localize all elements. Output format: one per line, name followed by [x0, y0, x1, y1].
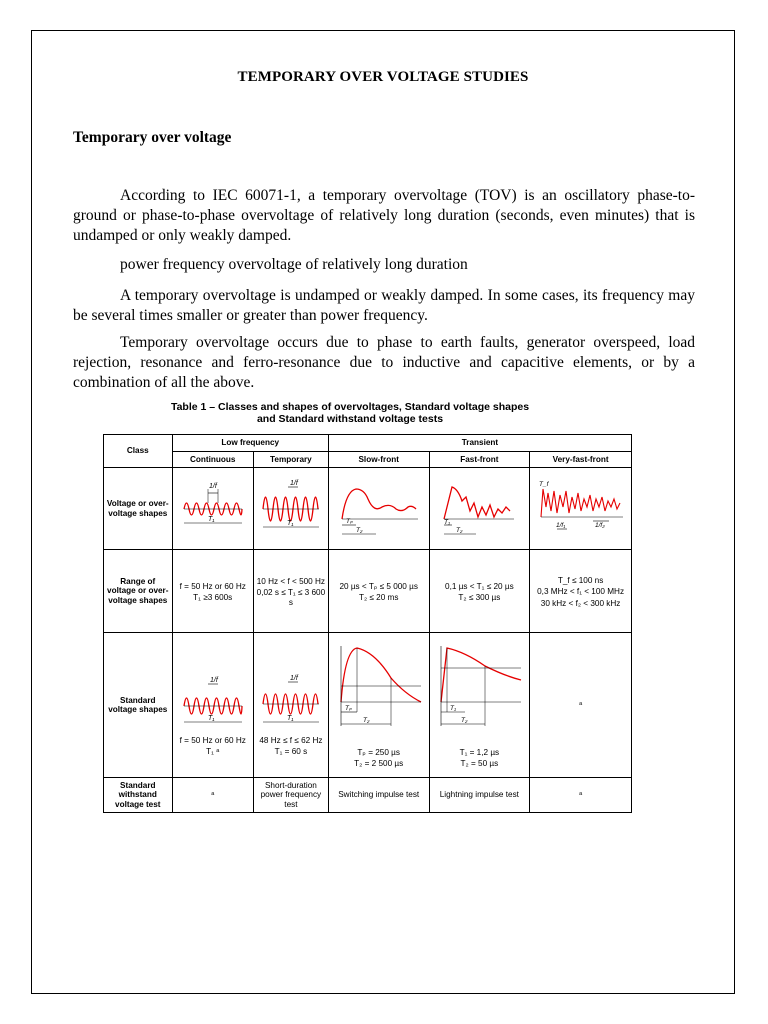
standard-temporary-cell	[253, 633, 328, 778]
shape-very-fast-front-cell	[530, 468, 632, 550]
very-fast-front-waveform	[541, 489, 620, 517]
standard-slow-front-waveform	[341, 648, 421, 702]
paragraph-power-frequency: power frequency overvoltage of relatively long duration	[120, 256, 468, 273]
continuous-t1-label: T₁	[207, 515, 215, 523]
range-continuous	[172, 550, 253, 633]
temporary-waveform-figure	[260, 477, 322, 541]
range-slow-front-line1: 20 µs < Tₚ ≤ 5 000 µs	[339, 581, 418, 591]
table-row-range	[104, 550, 632, 633]
fast-front-t2-label: T₂	[456, 526, 463, 534]
standard-slow-front-line2: T₂ = 2 500 µs	[354, 759, 404, 768]
standard-fast-front-waveform	[441, 648, 521, 702]
header-continuous: Continuous	[172, 452, 253, 468]
range-temporary-line2: 0,02 s ≤ T₁ ≤ 3 600 s	[256, 588, 326, 607]
table-caption	[100, 401, 600, 425]
range-continuous-line1: f = 50 Hz or 60 Hz	[179, 581, 246, 591]
slow-front-waveform	[342, 489, 416, 519]
range-temporary	[253, 550, 328, 633]
continuous-waveform-figure	[180, 477, 246, 541]
range-very-fast-front-line1: T_f ≤ 100 ns	[557, 575, 604, 585]
very-fast-front-tf-label: T_f	[538, 480, 548, 488]
header-fast-front: Fast-front	[429, 452, 530, 468]
standard-temporary-period-label: 1/f	[289, 674, 298, 682]
slow-front-waveform-figure	[336, 477, 422, 541]
shape-continuous-cell	[172, 468, 253, 550]
paragraph-causes: Temporary overvoltage occurs due to phase to earth faults, generator overspeed, load rejection, resonance and ferro-resonance due to inductive and capacitive elements, or by a combination of all the above.	[73, 334, 695, 391]
range-slow-front-line2: T₂ ≤ 20 ms	[358, 593, 399, 602]
table-caption-line2: and Standard withstand voltage tests	[256, 413, 444, 425]
standard-very-fast-front: ᵃ	[530, 633, 632, 778]
slow-front-t2-label: T₂	[355, 526, 363, 534]
fast-front-t1-label: T₁	[444, 518, 451, 526]
withstand-temporary: Short-duration power frequency test	[253, 778, 328, 813]
slow-front-tp-label: Tₚ	[345, 517, 353, 525]
very-fast-front-waveform-figure	[537, 477, 625, 541]
row-label-withstand: Standard withstand voltage test	[104, 778, 173, 813]
standard-fast-front-line2: T₂ = 50 µs	[460, 759, 499, 768]
standard-continuous-line2: T₁ ᵃ	[206, 747, 220, 756]
header-class: Class	[104, 435, 173, 468]
paragraph-tov-definition: According to IEC 60071-1, a temporary overvoltage (TOV) is an oscillatory phase-to-ground or phase-to-phase overvoltage of relatively long duration (seconds, even minutes) that is undamped or only weakly damped.	[73, 187, 695, 244]
temporary-t1-label: T₁	[286, 519, 294, 527]
header-slow-front: Slow-front	[328, 452, 429, 468]
header-very-fast-front: Very-fast-front	[530, 452, 632, 468]
shape-fast-front-cell	[429, 468, 530, 550]
standard-temporary-line2: T₁ = 60 s	[274, 747, 308, 756]
standard-continuous-waveform-figure	[180, 654, 246, 734]
standard-fast-front-t2-label: T₂	[461, 716, 468, 724]
section-heading: Temporary over voltage	[73, 129, 232, 146]
standard-continuous-line1: f = 50 Hz or 60 Hz	[179, 735, 246, 745]
shape-slow-front-cell	[328, 468, 429, 550]
standard-slow-front-tp-label: Tₚ	[344, 704, 352, 712]
row-label-standard-shapes: Standard voltage shapes	[104, 633, 173, 778]
withstand-continuous: ᵃ	[172, 778, 253, 813]
header-transient: Transient	[328, 435, 631, 452]
very-fast-front-f2-label: 1/f₂	[594, 521, 605, 529]
document-title: TEMPORARY OVER VOLTAGE STUDIES	[237, 69, 529, 85]
standard-fast-front-t1-label: T₁	[450, 704, 457, 712]
standard-temporary-waveform-figure	[260, 654, 322, 734]
range-fast-front-line1: 0,1 µs < T₁ ≤ 20 µs	[445, 581, 514, 591]
standard-fast-front-cell	[429, 633, 530, 778]
standard-temporary-line1: 48 Hz ≤ f ≤ 62 Hz	[259, 735, 323, 745]
range-very-fast-front-line3: 30 kHz < f₂ < 300 kHz	[540, 598, 621, 608]
standard-continuous-period-label: 1/f	[209, 676, 218, 684]
header-temporary: Temporary	[253, 452, 328, 468]
standard-temporary-t1-label: T₁	[286, 714, 294, 722]
shape-temporary-cell	[253, 468, 328, 550]
withstand-slow-front: Switching impulse test	[328, 778, 429, 813]
standard-slow-front-line1: Tₚ = 250 µs	[357, 747, 400, 757]
header-low-frequency: Low frequency	[172, 435, 328, 452]
range-fast-front	[429, 550, 530, 633]
standard-slow-front-waveform-figure	[335, 642, 423, 746]
withstand-very-fast-front: ᵃ	[530, 778, 632, 813]
table-row-shapes	[104, 468, 632, 550]
range-temporary-line1: 10 Hz < f < 500 Hz	[256, 576, 326, 586]
very-fast-front-f1-label: 1/f₁	[555, 521, 565, 529]
withstand-fast-front: Lightning impulse test	[429, 778, 530, 813]
overvoltage-table	[103, 434, 632, 813]
standard-continuous-t1-label: T₁	[207, 714, 215, 722]
fast-front-waveform-figure	[436, 477, 522, 541]
temporary-period-label: 1/f	[289, 479, 298, 487]
table-header-row	[104, 435, 632, 452]
fast-front-waveform	[444, 487, 510, 519]
row-label-shapes: Voltage or over-voltage shapes	[104, 468, 173, 550]
row-label-range: Range of voltage or over-voltage shapes	[104, 550, 173, 633]
continuous-period-label: 1/f	[208, 482, 217, 490]
standard-fast-front-line1: T₁ = 1,2 µs	[459, 747, 500, 757]
range-very-fast-front	[530, 550, 632, 633]
paragraph-damping: A temporary overvoltage is undamped or weakly damped. In some cases, its frequency may be several times smaller or greater than power frequency.	[73, 287, 695, 324]
standard-slow-front-cell	[328, 633, 429, 778]
standard-continuous-cell	[172, 633, 253, 778]
range-very-fast-front-line2: 0,3 MHz < f₁ < 100 MHz	[537, 587, 625, 597]
standard-slow-front-t2-label: T₂	[362, 716, 370, 724]
table-row-standard-shapes	[104, 633, 632, 778]
table-subheader-row	[104, 452, 632, 468]
table-row-withstand	[104, 778, 632, 813]
standard-fast-front-waveform-figure	[435, 642, 523, 746]
range-slow-front	[328, 550, 429, 633]
table-caption-line1: Table 1 – Classes and shapes of overvoltages, Standard voltage shapes	[170, 401, 530, 413]
range-continuous-line2: T₁ ≥3 600s	[193, 593, 233, 602]
range-fast-front-line2: T₂ ≤ 300 µs	[458, 593, 501, 602]
